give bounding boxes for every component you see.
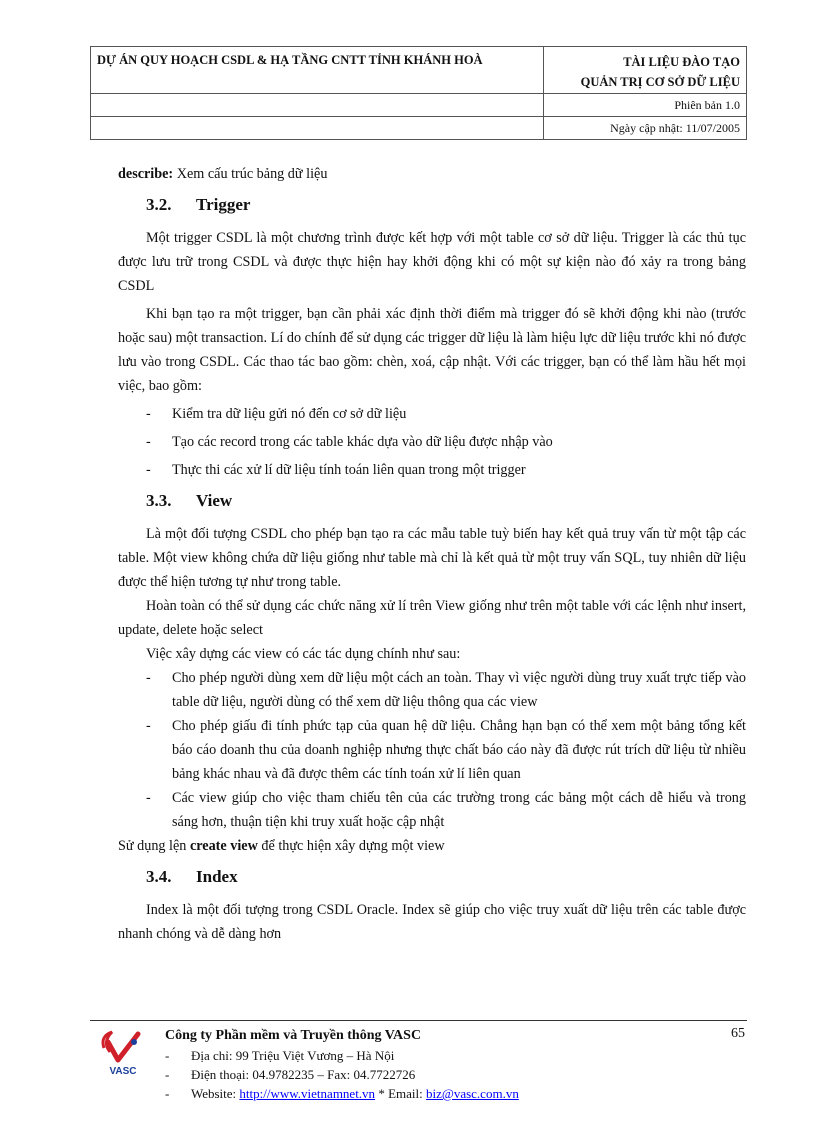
section-title: Trigger [196,195,251,214]
list-item: - Cho phép giấu đi tính phức tạp của quan hệ dữ liệu. Chẳng hạn bạn có thể xem một bảng tổng kết báo cáo doanh thu của doanh nghiệp nhưng thực chất báo cáo này đã được rút trích dữ liệu từ nhiều bảng khác nhau và đã được thêm các tính toán xử lí liên quan [118,714,746,786]
section-number: 3.2. [146,195,172,214]
page-number: 65 [731,1026,745,1041]
footer-phone: - Điện thoại: 04.9782235 – Fax: 04.7722726 [165,1067,416,1082]
paragraph: Khi bạn tạo ra một trigger, bạn cần phải xác định thời điểm mà trigger đó sẽ khởi động khi nào (trước hoặc sau) một transaction. Lí do chính để sử dụng các trigger dữ liệu là làm hiệu lực dữ liệu trước khi nó được lưu vào trong CSDL. Các thao tác bao gồm: chèn, xoá, cập nhật. Với các trigger, bạn có thể làm hầu hết mọi việc, bao gồm: [118,306,746,394]
list-item: - Tạo các record trong các table khác dựa vào dữ liệu được nhập vào [118,430,746,454]
paragraph: Là một đối tượng CSDL cho phép bạn tạo ra các mẫu table tuỳ biến hay kết quả truy vấn từ một tập các table. Một view không chứa dữ liệu giống như table mà chỉ là kết quả từ một truy vấn SQL, tuy nhiên dữ liệu được thể hiện tương tự như trong table. [118,526,746,590]
updated-date: Ngày cập nhật: 11/07/2005 [544,117,747,140]
paragraph: Một trigger CSDL là một chương trình được kết hợp với một table cơ sở dữ liệu. Trigger là các thủ tục được lưu trữ trong CSDL và được thực hiện hay khởi động khi có một sự kiện nào đó xảy ra trong bảng CSDL [118,230,746,294]
paragraph: Hoàn toàn có thể sử dụng các chức năng xử lí trên View giống như trên một table với các lệnh như insert, update, delete hoặc select [118,598,746,638]
company-name: Công ty Phần mềm và Truyền thông VASC [165,1028,422,1043]
website-link[interactable]: http://www.vietnamnet.vn [239,1086,376,1101]
document-title [544,47,747,94]
list-item: - Kiểm tra dữ liệu gửi nó đến cơ sở dữ liệu [118,402,746,426]
footer-divider [90,1020,747,1021]
list-item: - Thực thi các xử lí dữ liệu tính toán liên quan trong một trigger [118,458,746,482]
paragraph: Sử dụng lện create view để thực hiện xây dựng một view [118,838,445,854]
bullet-dash: - [146,718,151,734]
bullet-dash: - [146,406,151,422]
header-table [90,46,747,140]
section-number: 3.4. [146,867,172,886]
describe-text: Xem cấu trúc bảng dữ liệu [173,166,328,182]
paragraph: Việc xây dựng các view có các tác dụng chính như sau: [146,646,461,662]
create-view-command: create view [189,838,258,854]
email-link[interactable]: biz@vasc.com.vn [425,1086,519,1101]
bullet-dash: - [146,790,151,806]
section-title: View [196,491,233,510]
version-label: Phiên bản 1.0 [544,94,747,117]
describe-term: describe: [118,166,174,182]
list-item: - Các view giúp cho việc tham chiếu tên của các trường trong các bảng một cách dễ hiểu và trong sáng hơn, thuận tiện khi truy xuất hoặc cập nhật [118,786,746,834]
document-title-line2: QUẢN TRỊ CƠ SỞ DỮ LIỆU [580,75,740,89]
header-empty-cell [91,117,544,140]
bullet-dash: - [146,434,151,450]
footer [165,1026,745,1103]
describe-line [118,162,746,186]
footer-address: - Địa chỉ: 99 Triệu Việt Vương – Hà Nội [165,1048,395,1063]
section-title: Index [196,867,238,886]
bullet-dash: - [146,670,151,686]
svg-text:VASC: VASC [109,1066,137,1077]
section-heading-view [146,488,746,514]
vasc-logo-icon [94,1026,152,1078]
bullet-dash: - [146,462,151,478]
section-number: 3.3. [146,491,172,510]
footer-contacts: - Website: http://www.vietnamnet.vn * Email: biz@vasc.com.vn [165,1086,519,1101]
document-body [118,162,746,946]
document-title-line1: TÀI LIỆU ĐÀO TẠO [623,55,740,69]
section-heading-trigger [146,192,746,218]
project-title: DỰ ÁN QUY HOẠCH CSDL & HẠ TẦNG CNTT TỈNH KHÁNH HOÀ [91,47,544,94]
paragraph: Index là một đối tượng trong CSDL Oracle. Index sẽ giúp cho việc truy xuất dữ liệu trên các table được nhanh chóng và dễ dàng hơn [118,902,746,942]
header-empty-cell [91,94,544,117]
list-item: - Cho phép người dùng xem dữ liệu một cách an toàn. Thay vì việc người dùng truy xuất trực tiếp vào table dữ liệu, người dùng có thể xem dữ liệu thông qua các view [118,666,746,714]
section-heading-index [146,864,746,890]
